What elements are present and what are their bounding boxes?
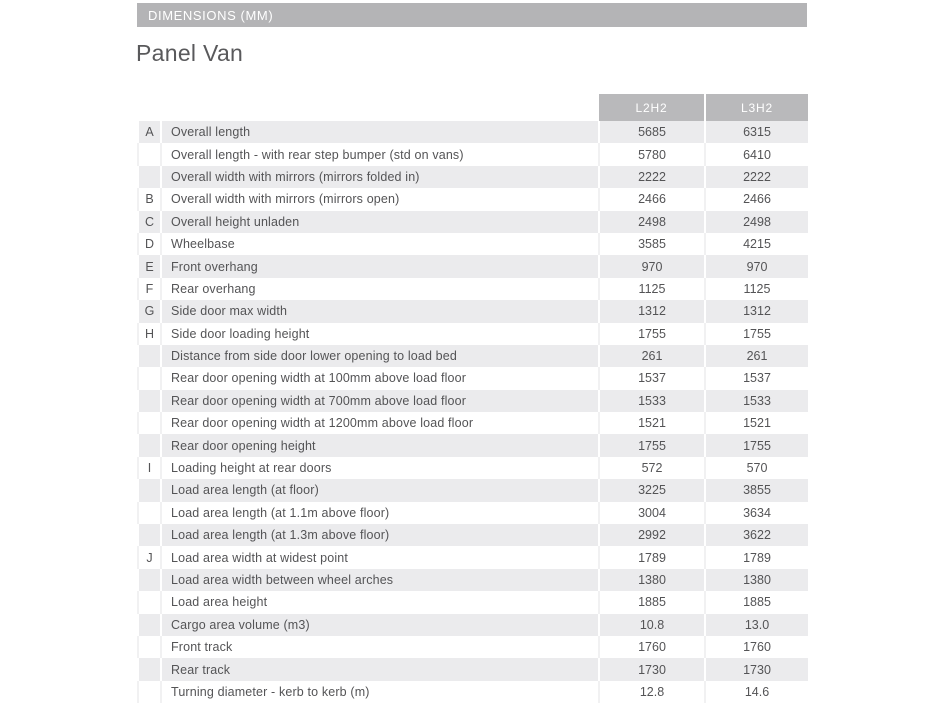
row-letter: C bbox=[138, 211, 161, 233]
row-value-l2h2: 3225 bbox=[599, 479, 705, 501]
row-label: Load area width between wheel arches bbox=[161, 569, 599, 591]
row-value-l2h2: 572 bbox=[599, 457, 705, 479]
row-value-l3h2: 1730 bbox=[705, 658, 808, 680]
row-letter bbox=[138, 390, 161, 412]
table-row bbox=[138, 278, 808, 300]
row-letter bbox=[138, 681, 161, 703]
row-value-l3h2: 1885 bbox=[705, 591, 808, 613]
row-letter: B bbox=[138, 188, 161, 210]
row-label: Turning diameter - kerb to kerb (m) bbox=[161, 681, 599, 703]
row-letter bbox=[138, 367, 161, 389]
row-value-l3h2: 1755 bbox=[705, 434, 808, 456]
row-value-l2h2: 3585 bbox=[599, 233, 705, 255]
page-title: Panel Van bbox=[136, 40, 244, 66]
row-value-l2h2: 1885 bbox=[599, 591, 705, 613]
table-row bbox=[138, 345, 808, 367]
row-letter bbox=[138, 636, 161, 658]
row-letter bbox=[138, 412, 161, 434]
row-label: Rear door opening width at 700mm above load floor bbox=[161, 390, 599, 412]
row-value-l2h2: 1125 bbox=[599, 278, 705, 300]
table-row bbox=[138, 233, 808, 255]
row-label: Rear overhang bbox=[161, 278, 599, 300]
row-value-l3h2: 1312 bbox=[705, 300, 808, 322]
row-value-l3h2: 3855 bbox=[705, 479, 808, 501]
row-label: Load area height bbox=[161, 591, 599, 613]
row-letter: D bbox=[138, 233, 161, 255]
table-row bbox=[138, 614, 808, 636]
table-row bbox=[138, 390, 808, 412]
table-row bbox=[138, 479, 808, 501]
dimensions-table-body bbox=[138, 121, 808, 703]
row-value-l3h2: 3622 bbox=[705, 524, 808, 546]
row-value-l3h2: 1537 bbox=[705, 367, 808, 389]
table-row bbox=[138, 188, 808, 210]
row-value-l2h2: 12.8 bbox=[599, 681, 705, 703]
row-value-l3h2: 2466 bbox=[705, 188, 808, 210]
row-value-l2h2: 3004 bbox=[599, 502, 705, 524]
row-value-l3h2: 970 bbox=[705, 255, 808, 277]
row-value-l2h2: 2222 bbox=[599, 166, 705, 188]
row-label: Overall length - with rear step bumper (std on vans) bbox=[161, 143, 599, 165]
row-label: Load area length (at floor) bbox=[161, 479, 599, 501]
header-spacer-label bbox=[161, 94, 599, 121]
row-label: Side door loading height bbox=[161, 323, 599, 345]
row-letter bbox=[138, 345, 161, 367]
row-label: Wheelbase bbox=[161, 233, 599, 255]
row-value-l3h2: 1380 bbox=[705, 569, 808, 591]
row-value-l2h2: 1755 bbox=[599, 434, 705, 456]
row-value-l2h2: 5780 bbox=[599, 143, 705, 165]
table-row bbox=[138, 367, 808, 389]
row-label: Overall width with mirrors (mirrors folded in) bbox=[161, 166, 599, 188]
row-value-l2h2: 1760 bbox=[599, 636, 705, 658]
row-value-l3h2: 261 bbox=[705, 345, 808, 367]
row-value-l2h2: 2498 bbox=[599, 211, 705, 233]
dimensions-table-header bbox=[138, 94, 808, 121]
row-letter bbox=[138, 569, 161, 591]
row-letter: E bbox=[138, 255, 161, 277]
row-value-l3h2: 2222 bbox=[705, 166, 808, 188]
row-label: Rear track bbox=[161, 658, 599, 680]
row-value-l2h2: 970 bbox=[599, 255, 705, 277]
row-value-l3h2: 1521 bbox=[705, 412, 808, 434]
row-value-l2h2: 2992 bbox=[599, 524, 705, 546]
table-row bbox=[138, 591, 808, 613]
row-value-l3h2: 1789 bbox=[705, 546, 808, 568]
row-value-l2h2: 5685 bbox=[599, 121, 705, 143]
row-value-l2h2: 1533 bbox=[599, 390, 705, 412]
table-row bbox=[138, 546, 808, 568]
table-row bbox=[138, 502, 808, 524]
table-row bbox=[138, 658, 808, 680]
row-value-l3h2: 6315 bbox=[705, 121, 808, 143]
table-row bbox=[138, 457, 808, 479]
row-label: Overall length bbox=[161, 121, 599, 143]
row-letter bbox=[138, 591, 161, 613]
row-letter bbox=[138, 658, 161, 680]
row-letter bbox=[138, 434, 161, 456]
row-label: Distance from side door lower opening to load bed bbox=[161, 345, 599, 367]
table-row bbox=[138, 681, 808, 703]
row-value-l2h2: 1755 bbox=[599, 323, 705, 345]
row-value-l2h2: 1312 bbox=[599, 300, 705, 322]
row-label: Load area length (at 1.1m above floor) bbox=[161, 502, 599, 524]
table-row bbox=[138, 166, 808, 188]
row-letter bbox=[138, 614, 161, 636]
row-value-l3h2: 6410 bbox=[705, 143, 808, 165]
section-header-bar bbox=[137, 3, 807, 27]
row-label: Load area width at widest point bbox=[161, 546, 599, 568]
row-value-l2h2: 2466 bbox=[599, 188, 705, 210]
section-header-label: DIMENSIONS (MM) bbox=[148, 7, 274, 23]
row-value-l2h2: 1537 bbox=[599, 367, 705, 389]
row-letter: I bbox=[138, 457, 161, 479]
row-value-l3h2: 13.0 bbox=[705, 614, 808, 636]
table-row bbox=[138, 300, 808, 322]
row-letter: H bbox=[138, 323, 161, 345]
row-letter bbox=[138, 479, 161, 501]
row-value-l2h2: 1380 bbox=[599, 569, 705, 591]
row-value-l3h2: 14.6 bbox=[705, 681, 808, 703]
row-value-l2h2: 1521 bbox=[599, 412, 705, 434]
row-value-l2h2: 1730 bbox=[599, 658, 705, 680]
row-label: Rear door opening width at 1200mm above load floor bbox=[161, 412, 599, 434]
table-row bbox=[138, 412, 808, 434]
row-label: Front track bbox=[161, 636, 599, 658]
header-spacer-letter bbox=[138, 94, 161, 121]
row-value-l3h2: 2498 bbox=[705, 211, 808, 233]
row-letter bbox=[138, 166, 161, 188]
row-label: Cargo area volume (m3) bbox=[161, 614, 599, 636]
row-label: Overall width with mirrors (mirrors open) bbox=[161, 188, 599, 210]
row-label: Loading height at rear doors bbox=[161, 457, 599, 479]
row-value-l3h2: 570 bbox=[705, 457, 808, 479]
row-value-l2h2: 261 bbox=[599, 345, 705, 367]
table-row bbox=[138, 569, 808, 591]
table-row bbox=[138, 323, 808, 345]
row-letter: G bbox=[138, 300, 161, 322]
column-header-l2h2: L2H2 bbox=[599, 94, 705, 121]
row-letter bbox=[138, 502, 161, 524]
row-value-l2h2: 1789 bbox=[599, 546, 705, 568]
column-header-l3h2: L3H2 bbox=[705, 94, 808, 121]
row-label: Front overhang bbox=[161, 255, 599, 277]
row-label: Side door max width bbox=[161, 300, 599, 322]
row-label: Rear door opening height bbox=[161, 434, 599, 456]
row-label: Load area length (at 1.3m above floor) bbox=[161, 524, 599, 546]
row-letter: F bbox=[138, 278, 161, 300]
header-row bbox=[138, 94, 808, 121]
row-value-l2h2: 10.8 bbox=[599, 614, 705, 636]
row-value-l3h2: 1125 bbox=[705, 278, 808, 300]
row-value-l3h2: 3634 bbox=[705, 502, 808, 524]
table-row bbox=[138, 121, 808, 143]
row-letter: A bbox=[138, 121, 161, 143]
row-value-l3h2: 1760 bbox=[705, 636, 808, 658]
table-row bbox=[138, 255, 808, 277]
table-row bbox=[138, 211, 808, 233]
row-letter bbox=[138, 143, 161, 165]
row-label: Rear door opening width at 100mm above load floor bbox=[161, 367, 599, 389]
table-row bbox=[138, 434, 808, 456]
row-letter: J bbox=[138, 546, 161, 568]
table-row bbox=[138, 524, 808, 546]
row-value-l3h2: 1755 bbox=[705, 323, 808, 345]
row-value-l3h2: 4215 bbox=[705, 233, 808, 255]
row-value-l3h2: 1533 bbox=[705, 390, 808, 412]
row-letter bbox=[138, 524, 161, 546]
dimensions-table bbox=[137, 94, 808, 703]
row-label: Overall height unladen bbox=[161, 211, 599, 233]
table-row bbox=[138, 143, 808, 165]
table-row bbox=[138, 636, 808, 658]
